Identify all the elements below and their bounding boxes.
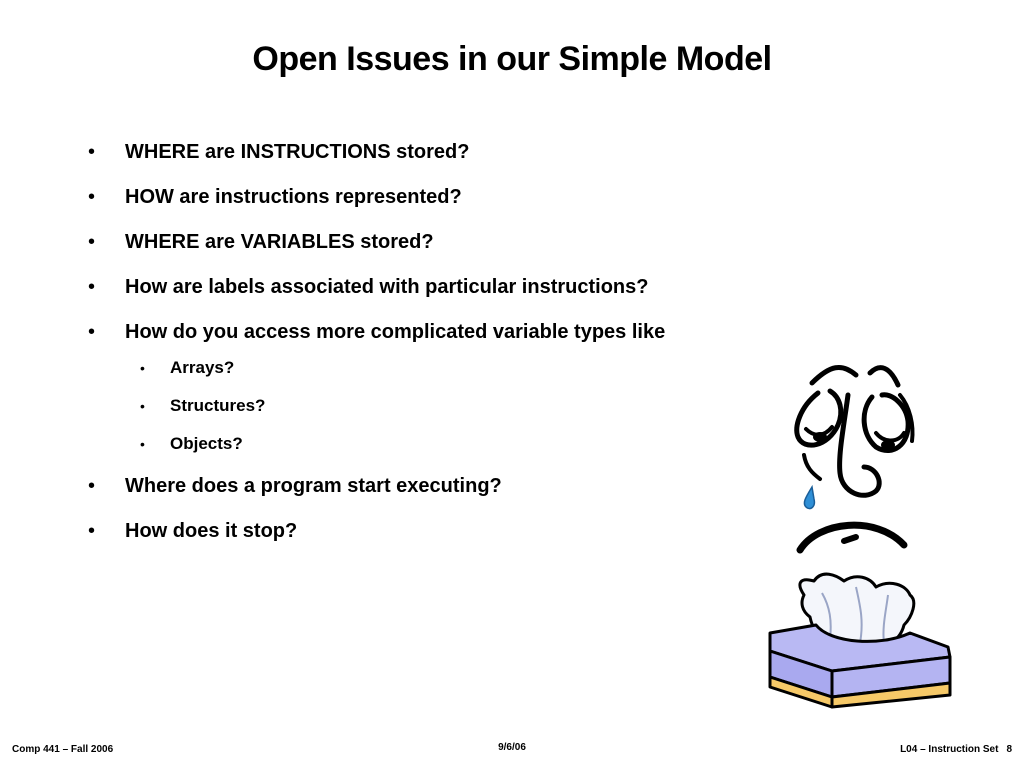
footer-course: Comp 441 – Fall 2006: [12, 744, 114, 755]
bullet-glyph: •: [88, 141, 96, 163]
bullet-list: [88, 138, 788, 562]
footer-lecture-label: L04 – Instruction Set: [900, 744, 999, 755]
footer-slide-info: [900, 744, 1012, 755]
page-number: 8: [1006, 744, 1012, 755]
bullet-item: [88, 183, 788, 228]
bullet-glyph: •: [88, 186, 96, 208]
bullet-glyph: •: [140, 360, 145, 376]
sub-bullet-item: [88, 394, 788, 432]
bullet-glyph: •: [88, 475, 96, 497]
sub-bullet-text: Objects?: [170, 434, 243, 453]
sub-bullet-text: Arrays?: [170, 358, 235, 377]
clipart: [760, 355, 960, 715]
bullet-text: How does it stop?: [125, 520, 298, 542]
bullet-text: WHERE are INSTRUCTIONS stored?: [125, 141, 470, 163]
footer-date: 9/6/06: [498, 742, 526, 753]
bullet-glyph: •: [88, 231, 96, 253]
bullet-text: Where does a program start executing?: [125, 475, 502, 497]
sub-bullet-item: [88, 356, 788, 394]
bullet-glyph: •: [140, 436, 145, 452]
bullet-item: [88, 228, 788, 273]
bullet-text: WHERE are VARIABLES stored?: [125, 231, 434, 253]
bullet-text: How do you access more complicated variable types like: [125, 321, 666, 343]
sub-bullet-item: [88, 432, 788, 472]
bullet-item: [88, 138, 788, 183]
bullet-item: [88, 517, 788, 562]
bullet-glyph: •: [140, 398, 145, 414]
bullet-text: How are labels associated with particular instructions?: [125, 276, 649, 298]
bullet-glyph: •: [88, 321, 96, 343]
bullet-item: [88, 318, 788, 356]
bullet-glyph: •: [88, 520, 96, 542]
sub-bullet-text: Structures?: [170, 396, 266, 415]
bullet-text: HOW are instructions represented?: [125, 186, 462, 208]
bullet-item: [88, 273, 788, 318]
bullet-item: [88, 472, 788, 517]
crying-face-icon: [797, 367, 913, 550]
slide-title: Open Issues in our Simple Model: [252, 40, 772, 78]
tissue-box-icon: [770, 574, 950, 707]
bullet-glyph: •: [88, 276, 96, 298]
tear-icon: [804, 487, 814, 509]
